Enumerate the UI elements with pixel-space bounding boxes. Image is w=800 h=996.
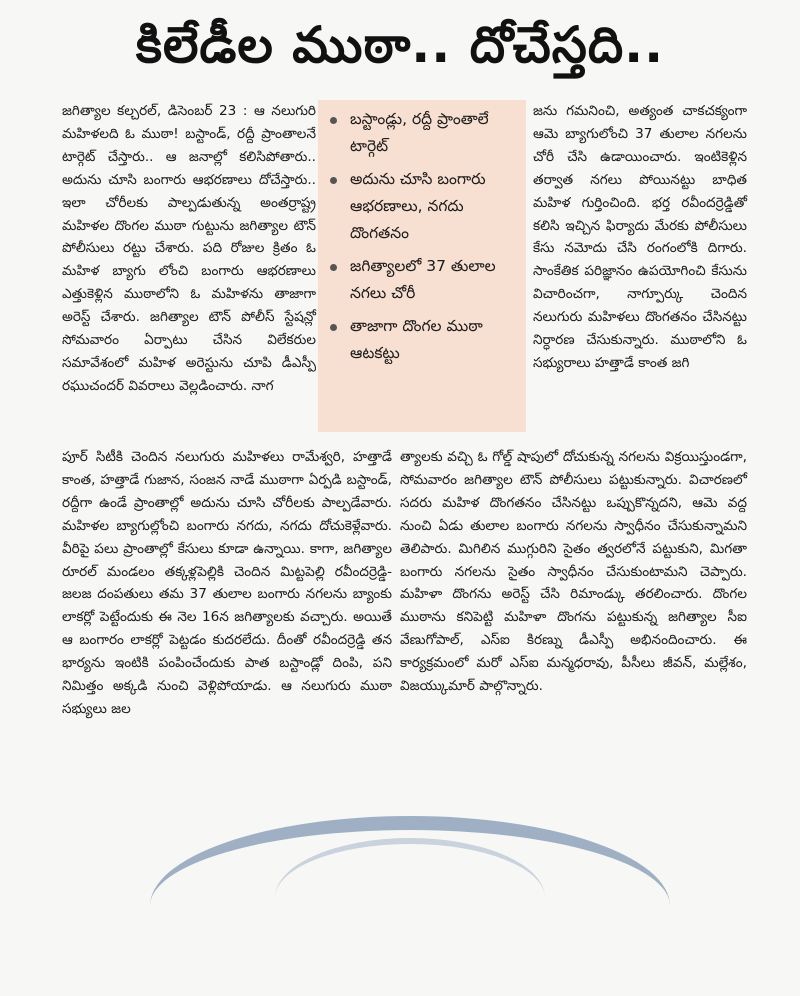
- highlight-text: అదును చూసి బంగారు ఆభరణాలు, నగదు దొంగతనం: [350, 170, 486, 242]
- article-column-bottom: [62, 446, 747, 721]
- bullet-icon: [330, 117, 342, 123]
- article-column-left: [62, 100, 316, 398]
- headline: కిలేడీల ముఠా.. దోచేస్తది..: [135, 16, 665, 74]
- article-paragraph: జను గమనించి, అత్యంత చాకచక్యంగా ఆమె బ్యాగులోంచి 37 తులాల నగలను చోరీ చేసి ఉడాయించారు. ఇంటికెళ్లిన తర్వాత నగలు పోయినట్టు బాధిత మహిళ గుర్తించింది. భర్త రవీందర్రెడ్డితో కలిసి ఇచ్చిన ఫిర్యాదు మేరకు పోలీసులు కేసు నమోదు చేసి రంగంలోకి దిగారు. సాంకేతిక పరిజ్ఞానం ఉపయోగించి కేసును విచారించగా, నాగ్పూర్కు చెందిన నలుగురు మహిళలు దొంగతనం చేసినట్టు నిర్ధారణ చేసుకున్నారు. ముఠాలోని ఓ సభ్యురాలు హత్తాడే కాంత జగి: [533, 103, 747, 371]
- highlight-item: [330, 106, 516, 160]
- highlight-item: [330, 253, 516, 307]
- highlight-item: [330, 313, 516, 367]
- highlight-item: [330, 166, 516, 247]
- bullet-icon: [330, 264, 342, 270]
- highlight-text: బస్టాండ్లు, రద్దీ ప్రాంతాలే టార్గెట్: [350, 110, 489, 155]
- bullet-icon: [330, 177, 342, 183]
- highlights-box: [318, 100, 526, 432]
- bullet-icon: [330, 324, 342, 330]
- article-paragraph: త్యాలకు వచ్చి ఓ గోల్డ్ షాపులో దోచుకున్న నగలను విక్రయిస్తుండగా, సోమవారం జగిత్యాల టౌన్ పోలీసులు పట్టుకున్నారు. విచారణలో సదరు మహిళ దొంగతనం చేసినట్టు ఒప్పుకొన్నదని, ఆమె వద్ద నుంచి ఏడు తులాల బంగారు నగలను స్వాధీనం చేసుకున్నామని తెలిపారు. మిగిలిన ముగ్గురిని సైతం త్వరలోనే పట్టుకుని, మిగతా బంగారు నగలను సైతం స్వాధీనం చేసుకుంటామని చెప్పారు. మహిళా దొంగను అరెస్ట్ చేసి రిమాండ్కు తరలించారు. దొంగల ముఠాను కనిపెట్టి మహిళా దొంగను పట్టుకున్న జగిత్యాల సీఐ వేణుగోపాల్, ఎస్ఐ కిరణ్ను డీఎస్పీ అభినందించారు. ఈ కార్యక్రమంలో మరో ఎస్ఐ మన్మధరావు, పీసీలు జీవన్, మల్లేశం, విజయ్కుమార్ పాల్గొన్నారు.: [400, 449, 747, 695]
- article-column-bottom-right: [400, 446, 747, 698]
- highlight-text: జగిత్యాలలో 37 తులాల నగలు చోరీ: [350, 257, 496, 302]
- article-paragraph: పూర్ సిటీకి చెందిన నలుగురు మహిళలు రామేశ్వరి, హత్తాడే కాంత, హత్తాడే గుజాన, సంజన నాడే ముఠాగా ఏర్పడి బస్టాండ్, రద్దీగా ఉండే ప్రాంతాల్లో అదును చూసి చోరీలకు పాల్పడేవారు. మహిళల బ్యాగుల్లోంచి బంగారు నగదు, నగదు దోచుకెళ్లేవారు. వీరిపై పలు ప్రాంతాల్లో కేసులు కూడా ఉన్నాయి. కాగా, జగిత్యాల రూరల్ మండలం తక్కళ్లపెల్లికి చెందిన మిట్టపెల్లి రవీందర్రెడ్డి-జలజ దంపతులు తమ 37 తులాల బంగారు నగలను బ్యాంకు లాకర్లో పెట్టేందుకు ఈ నెల 16న జగిత్యాలకు వచ్చారు. అయితే ఆ బంగారం లాకర్లో పెట్టడం కుదరలేదు. దీంతో రవీందర్రెడ్డి తన భార్యను ఇంటికి పంపించేందుకు పాత బస్టాండ్లో దింపి, పని నిమిత్తం అక్కడి నుంచి వెళ్లిపోయాడు. ఆ నలుగురు ముఠా సభ్యులు జల: [62, 449, 392, 717]
- article-paragraph: జగిత్యాల కల్చరల్, డిసెంబర్ 23 : ఆ నలుగురి మహిళలది ఓ ముఠా! బస్టాండ్, రద్దీ ప్రాంతాలనే టార్గెట్ చేస్తారు.. ఆ జనాల్లో కలిసిపోతారు.. అదును చూసి బంగారు ఆభరణాలు దోచేస్తారు.. ఇలా చోరీలకు పాల్పడుతున్న అంతర్రాష్ట్ర మహిళల దొంగల ముఠా గుట్టును జగిత్యాల టౌన్ పోలీసులు రట్టు చేశారు. పది రోజుల క్రితం ఓ మహిళ బ్యాగు లోంచి బంగారు ఆభరణాలు ఎత్తుకెళ్లిన ముఠాలోని ఓ మహిళను తాజాగా అరెస్ట్ చేశారు. జగిత్యాల టౌన్ పోలీస్ స్టేషన్లో సోమవారం ఏర్పాటు చేసిన విలేకరుల సమావేశంలో మహిళ అరెస్టును చూపి డీఎస్పీ రఘుచందర్ వివరాలు వెల్లడించారు. నాగ: [62, 103, 316, 394]
- highlight-text: తాజాగా దొంగల ముఠా ఆటకట్టు: [350, 317, 483, 362]
- decorative-arc-inner: [275, 838, 545, 958]
- article-column-right: [533, 100, 747, 375]
